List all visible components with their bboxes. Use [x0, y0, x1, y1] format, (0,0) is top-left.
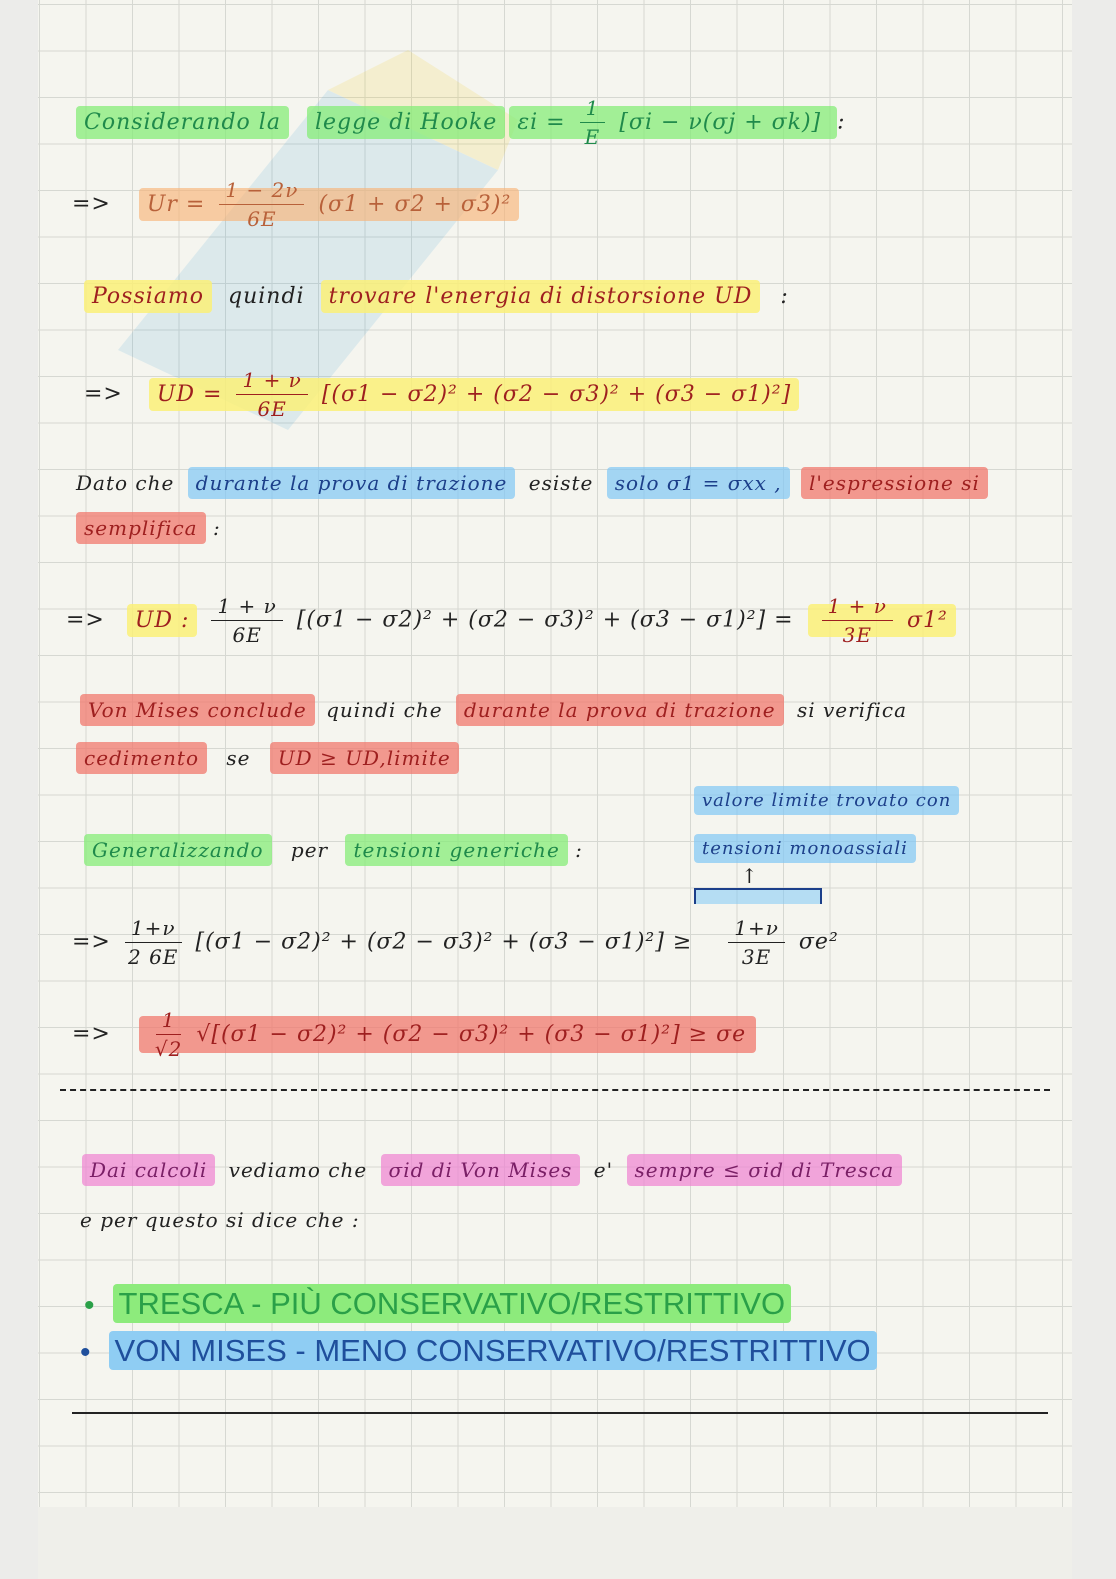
solo-sigma: solo σ1 = σxx , — [607, 467, 790, 499]
quindi-word: quindi — [228, 284, 305, 309]
bullet-von-mises — [80, 1333, 877, 1370]
ud2-result-tail: σ1² — [906, 607, 948, 633]
dato-che-line — [76, 471, 1072, 495]
gen-rhs: [(σ1 − σ2)² + (σ2 − σ3)² + (σ3 − σ1)²] ≥ — [195, 929, 693, 955]
cedimento: cedimento — [76, 742, 207, 774]
hooke-law: legge di Hooke — [307, 106, 505, 139]
ud2-result-fraction: $\frac{1 + \nu}{3E}$ — [822, 594, 893, 647]
gen-arrow: => — [72, 929, 111, 955]
final-fraction: $\frac{1}{√2}$ — [154, 1008, 183, 1061]
ur-rhs: (σ1 + σ2 + σ3)² — [318, 191, 512, 217]
dashed-separator — [60, 1089, 1050, 1091]
gen-ineq-line — [72, 916, 1072, 969]
se-word: se — [226, 746, 251, 770]
per-questo: e per questo si dice che : — [80, 1208, 360, 1232]
gen-colon: : — [575, 838, 583, 862]
note-bracket — [694, 888, 822, 904]
espressione: l'espressione si — [801, 467, 988, 499]
final-arrow: => — [72, 1021, 111, 1047]
final-line — [72, 1008, 1072, 1061]
sid-von-mises: σid di Von Mises — [381, 1154, 581, 1186]
ud2-rhs: [(σ1 − σ2)² + (σ2 − σ3)² + (σ3 − σ1)²] = — [296, 607, 794, 633]
page-bottom — [38, 1507, 1072, 1579]
tensioni-generiche: tensioni generiche — [345, 834, 567, 866]
bullet-dot: • — [84, 1288, 95, 1322]
dai-calcoli: Dai calcoli — [82, 1154, 215, 1186]
si-verifica: si verifica — [796, 698, 908, 722]
semplifica-colon: : — [212, 516, 221, 540]
semplifica: semplifica — [76, 512, 206, 544]
durante-trazione: durante la prova di trazione — [456, 694, 784, 726]
possiamo-colon: : — [780, 284, 789, 309]
notebook-page — [38, 0, 1072, 1579]
semplifica-line — [76, 516, 1072, 540]
conclude-line — [80, 698, 1072, 722]
ud2-line — [66, 594, 1072, 647]
dato-che: Dato che — [76, 471, 175, 495]
generalizzando: Generalizzando — [84, 834, 272, 866]
bullet-dot: • — [80, 1335, 91, 1369]
ud-lhs: UD = — [156, 381, 223, 407]
possiamo-line — [84, 284, 1072, 309]
sempre-tresca: sempre ≤ σid di Tresca — [627, 1154, 903, 1186]
cedimento-line — [76, 746, 1072, 770]
bullet-tresca — [84, 1286, 791, 1323]
hooke-line — [76, 96, 1072, 149]
note-arrow: ↑ — [741, 864, 758, 888]
dai-calcoli-line — [82, 1158, 1072, 1182]
ud-limit: UD ≥ UD,limite — [270, 742, 459, 774]
durante-prova: durante la prova di trazione — [188, 467, 516, 499]
ud-arrow: => — [84, 381, 123, 407]
quindi-che: quindi che — [326, 698, 443, 722]
note-line2: tensioni monoassiali — [694, 838, 916, 859]
von-mises-conclude: Von Mises conclude — [80, 694, 315, 726]
ud-fraction: $\frac{1 + \nu}{6E}$ — [236, 368, 307, 421]
generalizzando-line — [84, 838, 1072, 862]
trovare-energia: trovare l'energia di distorsione UD — [321, 280, 761, 313]
note-line1: valore limite trovato con — [694, 790, 959, 811]
ud-line — [84, 368, 1072, 421]
possiamo-word: Possiamo — [84, 280, 212, 313]
hooke-colon: : — [837, 109, 846, 135]
hooke-prefix: Considerando la — [76, 106, 289, 139]
hooke-fraction: $\frac{1}{E}$ — [580, 96, 606, 149]
gen-result-tail: σe² — [798, 929, 839, 955]
final-rhs: √[(σ1 − σ2)² + (σ2 − σ3)² + (σ3 − σ1)²] ≥ σe — [196, 1021, 747, 1047]
hooke-formula-lhs: εi = — [517, 109, 566, 135]
ud-rhs: [(σ1 − σ2)² + (σ2 − σ3)² + (σ3 − σ1)²] — [321, 381, 792, 407]
per-word: per — [290, 838, 329, 862]
ud2-lhs: UD : — [127, 604, 198, 637]
ud2-fraction: $\frac{1 + \nu}{6E}$ — [211, 594, 282, 647]
hooke-formula-rhs: [σi − ν(σj + σk)] — [619, 109, 822, 135]
gen-result-fraction: $\frac{1+\nu}{3E}$ — [728, 916, 785, 969]
ur-line — [72, 178, 1072, 231]
esiste-word: esiste — [528, 471, 594, 495]
ur-fraction: $\frac{1 - 2\nu}{6E}$ — [219, 178, 304, 231]
ur-arrow: => — [72, 191, 111, 217]
ur-lhs: Ur = — [146, 191, 206, 217]
bullet-von-mises-text: VON MISES - MENO CONSERVATIVO/RESTRITTIVO — [109, 1331, 877, 1370]
e-acc: e' — [593, 1158, 614, 1182]
vediamo-che: vediamo che — [228, 1158, 368, 1182]
bullet-tresca-text: TRESCA - PIÙ CONSERVATIVO/RESTRITTIVO — [113, 1284, 792, 1323]
bottom-rule — [72, 1412, 1048, 1414]
gen-fraction: $\frac{1+\nu}{2 6E}$ — [125, 916, 182, 969]
ud2-arrow: => — [66, 607, 105, 633]
